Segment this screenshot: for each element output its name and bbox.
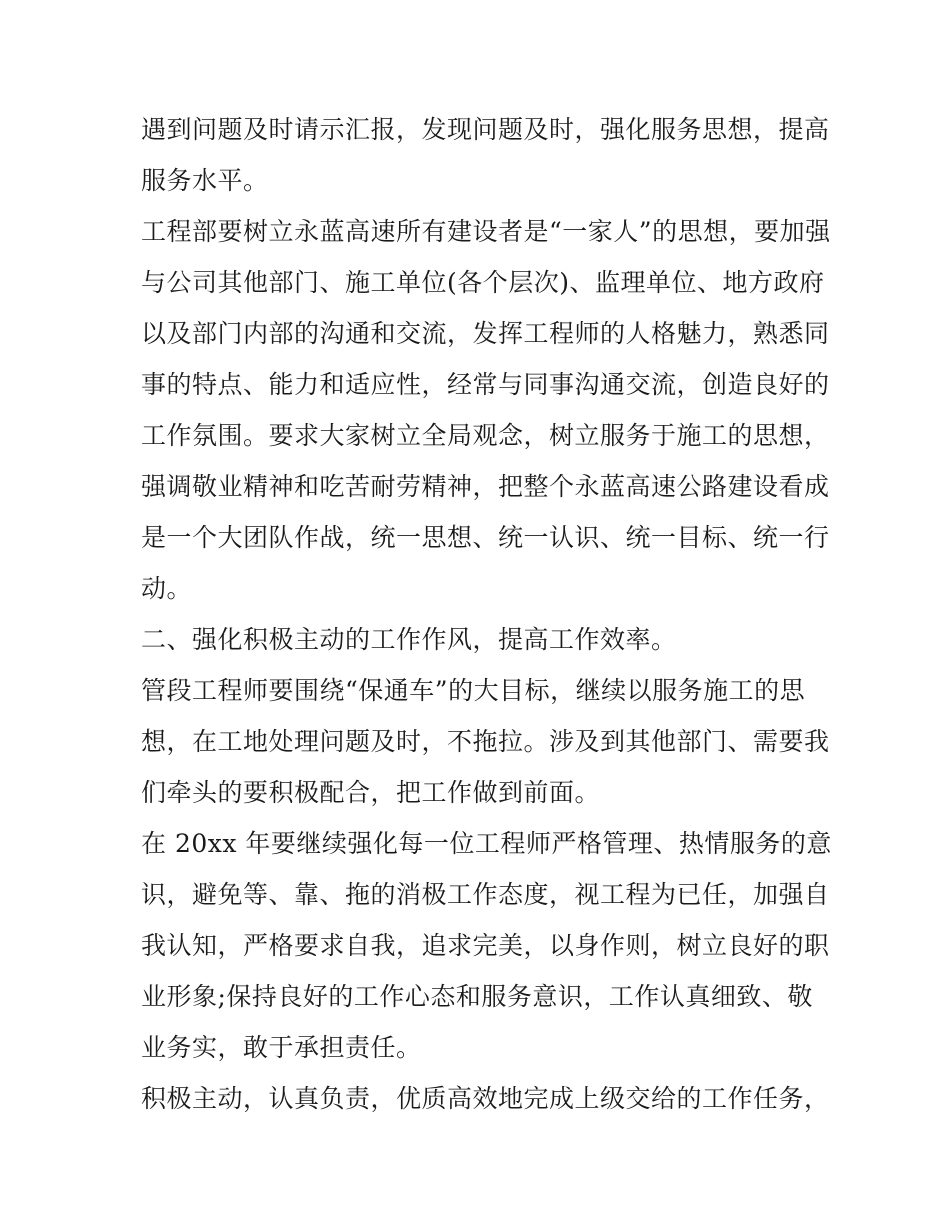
text-line: 遇到问题及时请示汇报，发现问题及时，强化服务思想，提高: [141, 115, 830, 144]
text-line: 强调敬业精神和吃苦耐劳精神，把整个永蓝高速公路建设看成: [141, 472, 830, 501]
paragraph-3: [141, 665, 830, 818]
section-heading: [141, 614, 815, 665]
text-line: 们牵头的要积极配合，把工作做到前面。: [141, 778, 601, 807]
text-line: 我认知，严格要求自我，追求完美，以身作则，树立良好的职: [141, 931, 830, 960]
text-line: 是一个大团队作战，统一思想、统一认识、统一目标、统一行: [141, 523, 830, 552]
text-line: 业务实，敢于承担责任。: [141, 1033, 422, 1062]
paragraph-5: [141, 1073, 830, 1124]
text-line: 与公司其他部门、施工单位(各个层次)、监理单位、地方政府: [141, 268, 825, 297]
document-body: [141, 104, 832, 1124]
text-line: 以及部门内部的沟通和交流，发挥工程师的人格魅力，熟悉同: [141, 319, 830, 348]
paragraph-1: [141, 104, 830, 206]
text-line: 工程部要树立永蓝高速所有建设者是“一家人”的思想，要加强: [141, 217, 831, 246]
text-line: 管段工程师要围绕“保通车”的大目标，继续以服务施工的思: [141, 676, 806, 705]
text-line: 在 20xx 年要继续强化每一位工程师严格管理、热情服务的意: [141, 829, 832, 858]
text-line: 动。: [141, 574, 193, 603]
text-line: 积极主动，认真负责，优质高效地完成上级交给的工作任务，: [141, 1084, 830, 1113]
text-line: 识，避免等、靠、拖的消极工作态度，视工程为已任，加强自: [141, 880, 830, 909]
text-line: 服务水平。: [141, 166, 269, 195]
text-line: 业形象;保持良好的工作心态和服务意识，工作认真细致、敬: [141, 982, 813, 1011]
text-line: 想，在工地处理问题及时，不拖拉。涉及到其他部门、需要我: [141, 727, 830, 756]
text-line: 工作氛围。要求大家树立全局观念，树立服务于施工的思想，: [141, 421, 830, 450]
paragraph-2: [141, 206, 831, 614]
section-heading-text: 二、强化积极主动的工作作风，提高工作效率。: [141, 625, 677, 654]
text-line: 事的特点、能力和适应性，经常与同事沟通交流，创造良好的: [141, 370, 830, 399]
paragraph-4: [141, 818, 832, 1073]
